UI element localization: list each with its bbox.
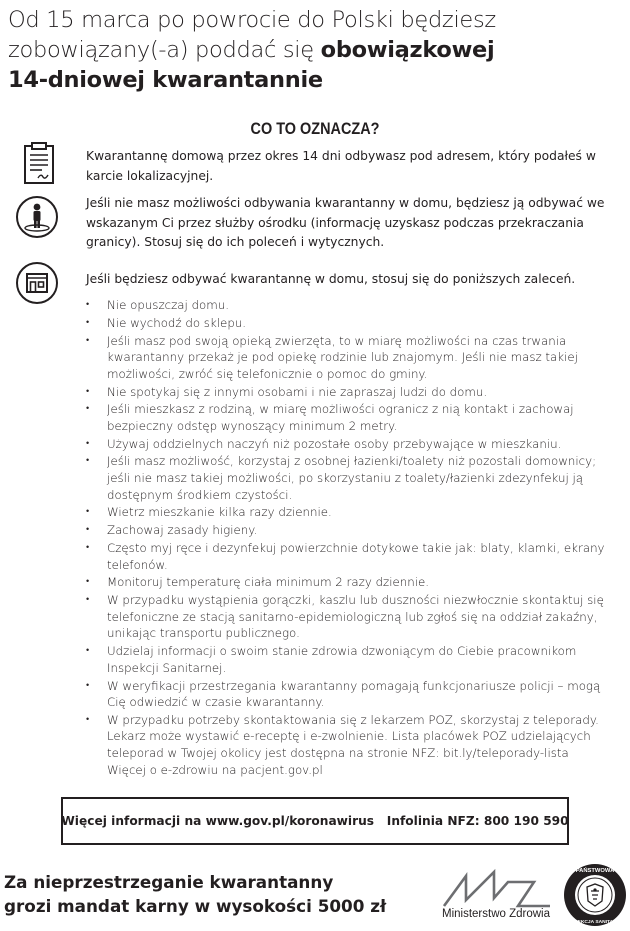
guideline-item: • Jeśli masz pod swoją opieką zwierzęta, to w miarę możliwości na czas trwania kwarantanny przekaż je pod opiekę rodzinie lub znajomym. Jeśli nie masz takiej możliwości, zwróć się telefonicznie o pomoc do gminy. bbox=[86, 333, 606, 383]
paragraph-facility-quarantine: Jeśli nie masz możliwości odbywania kwarantanny w domu, będziesz ją odbywać we wskazanym Ci przez służby ośrodku (informację uzyskasz podczas przekraczania granicy). Stosuj się do ich poleceń i wytycznych. bbox=[86, 196, 605, 249]
guideline-item: • Jeśli masz możliwość, korzystaj z osobnej łazienki/toalety niż pozostali domownicy; jeśli nie masz takiej możliwości, po skorzystaniu z toalety/łazienki zdezynfekuj ją dostępnym środkiem czystości. bbox=[86, 453, 606, 503]
seal-top-text: PAŃSTWOWA bbox=[575, 868, 615, 874]
guideline-item: • Wietrz mieszkanie kilka razy dziennie. bbox=[86, 504, 606, 521]
info-website: Więcej informacji na www.gov.pl/koronawirus bbox=[61, 814, 375, 828]
headline-line-2-normal: zobowiązany(-a) poddać się bbox=[8, 37, 321, 63]
guideline-item: • Monitoruj temperaturę ciała minimum 2 razy dziennie. bbox=[86, 574, 606, 591]
guideline-item: • Zachowaj zasady higieny. bbox=[86, 522, 606, 539]
seal-bottom-text: INSPEKCJA SANITARNA bbox=[566, 920, 624, 925]
guideline-item: • Udzielaj informacji o swoim stanie zdrowia dzwoniącym do Ciebie pracownikom Inspekcji Sanitarnej. bbox=[86, 643, 606, 676]
guideline-item: • W weryfikacji przestrzegania kwarantanny pomagają funkcjonariusze policji – mogą Cię odwiedzić w czasie kwarantanny. bbox=[86, 678, 606, 711]
paragraph-home-quarantine: Kwarantannę domową przez okres 14 dni odbywasz pod adresem, który podałeś w karcie lokalizacyjnej. bbox=[86, 149, 596, 183]
penalty-line-2: grozi mandat karny w wysokości 5000 zł bbox=[4, 896, 387, 916]
guideline-item: • Nie opuszczaj domu. bbox=[86, 297, 606, 314]
headline-line-1: Od 15 marca po powrocie do Polski będziesz bbox=[8, 7, 496, 33]
guidelines-list bbox=[86, 297, 606, 779]
sanitary-inspection-seal bbox=[563, 863, 627, 927]
info-box bbox=[61, 797, 569, 845]
headline-line-3 bbox=[8, 65, 618, 95]
headline bbox=[8, 5, 618, 95]
guideline-item: • W przypadku potrzeby skontaktowania się z lekarzem POZ, skorzystaj z teleporady. Lekarz może wystawić e-receptę i e-zwolnienie. Lista placówek POZ udzielających teleporad w Twojej okolicy jest dostępna na stronie NFZ: bit.ly/teleporady-lista Więcej o e-zdrowiu na pacjent.gov.pl bbox=[86, 712, 606, 778]
section-title: CO TO OZNACZA? bbox=[250, 119, 380, 138]
person-in-zone-icon bbox=[16, 196, 58, 238]
clipboard-document-icon bbox=[16, 141, 62, 187]
headline-line-3-bold: 14-dniowej kwarantannie bbox=[8, 67, 323, 93]
guideline-item: • W przypadku wystąpienia gorączki, kaszlu lub duszności niezwłocznie skontaktuj się telefoniczne ze stacją sanitarno-epidemiologiczną lub zgłoś się na oddział zakaźny, unikając transportu publicznego. bbox=[86, 592, 606, 642]
guideline-item: • Często myj ręce i dezynfekuj powierzchnie dotykowe takie jak: blaty, klamki, ekrany telefonów. bbox=[86, 540, 606, 573]
home-icon bbox=[16, 262, 58, 304]
ministry-label: Ministerstwo Zdrowia bbox=[442, 908, 550, 920]
info-hotline: Infolinia NFZ: 800 190 590 bbox=[386, 814, 569, 828]
paragraph-home-guidelines: Jeśli będziesz odbywać kwarantannę w domu, stosuj się do poniższych zaleceń. bbox=[86, 272, 576, 286]
info-spacer bbox=[374, 814, 387, 828]
guideline-item: • Nie spotykaj się z innymi osobami i nie zapraszaj ludzi do domu. bbox=[86, 384, 606, 401]
penalty-line-1: Za nieprzestrzeganie kwarantanny bbox=[4, 872, 334, 892]
guideline-item: • Nie wychodź do sklepu. bbox=[86, 315, 606, 332]
guideline-item: • Używaj oddzielnych naczyń niż pozostałe osoby przebywające w mieszkaniu. bbox=[86, 436, 606, 453]
headline-line-2-bold: obowiązkowej bbox=[320, 37, 495, 63]
penalty-notice bbox=[4, 870, 424, 918]
guideline-item: • Jeśli mieszkasz z rodziną, w miarę możliwości ogranicz z nią kontakt i zachowaj bezpieczny odstęp wynoszący minimum 2 metry. bbox=[86, 401, 606, 434]
headline-line-2 bbox=[8, 35, 618, 65]
